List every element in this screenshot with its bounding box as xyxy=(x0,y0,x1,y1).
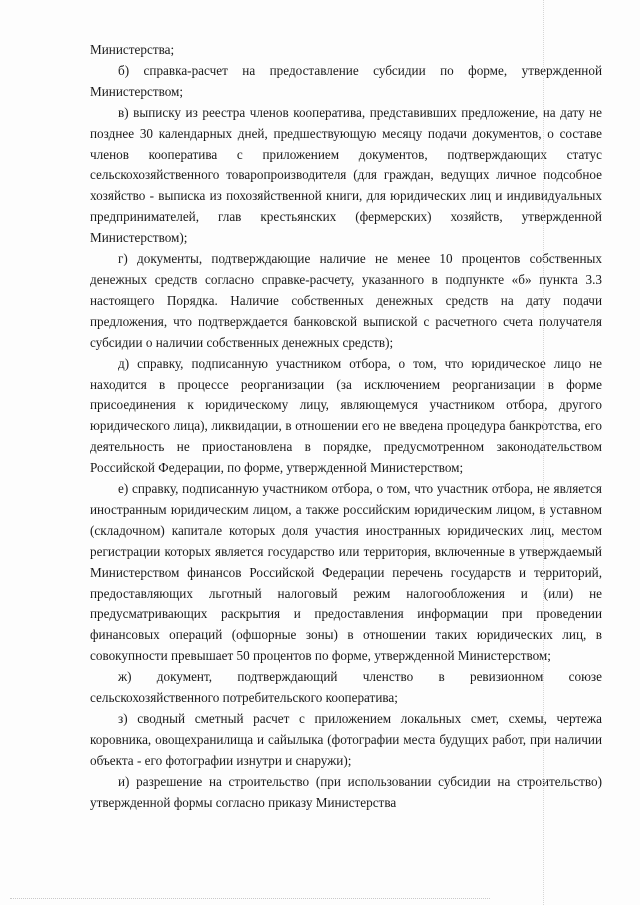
paragraph-v: в) выписку из реестра членов кооператива, представивших предложение, на дату не позднее 30 календарных дней, предшествующую месяцу подачи документов, о составе членов кооператива с приложением документов, подтверждающих статус сельскохозяйственного товаропроизводителя (для граждан, ведущих личное подсобное хозяйство - выписка из похозяйственной книги, для юридических лиц и индивидуальных предпринимателей, глав крестьянских (фермерских) хозяйств, утвержденной Министерством); xyxy=(90,104,602,246)
paragraph-b: б) справка-расчет на предоставление субсидии по форме, утвержденной Министерством; xyxy=(90,62,602,99)
document-body xyxy=(90,40,602,814)
scan-edge-line xyxy=(542,0,544,905)
paragraph-d: д) справку, подписанную участником отбора, о том, что юридическое лицо не находится в процессе реорганизации (за исключением реорганизации в форме присоединения к юридическому лицу, являющемуся участником отбора, другого юридического лица), ликвидации, в отношении его не введена процедура банкротства, его деятельность не приостановлена в порядке, предусмотренном законодательством Российской Федерации, по форме, утвержденной Министерством; xyxy=(90,355,602,476)
paragraph-continuation: Министерства; xyxy=(90,42,175,57)
paragraph-i: и) разрешение на строительство (при использовании субсидии на строительство) утвержденной формы согласно приказу Министерства xyxy=(90,773,602,810)
paragraph-e: е) справку, подписанную участником отбора, о том, что участник отбора, не является иностранным юридическим лицом, а также российским юридическим лицом, в уставном (складочном) капитале которых доля участия иностранных юридических лиц, местом регистрации которых является государство или территория, включенные в утверждаемый Министерством финансов Российской Федерации перечень государств и территорий, предоставляющих льготный налоговый режим налогообложения и (или) не предусматривающих раскрытия и предоставления информации при проведении финансовых операций (офшорные зоны) в отношении таких юридических лиц, в совокупности превышает 50 процентов по форме, утвержденной Министерством; xyxy=(90,481,602,664)
paragraph-zh: ж) документ, подтверждающий членство в ревизионном союзе сельскохозяйственного потребительского кооператива; xyxy=(90,669,602,706)
scan-bottom-line xyxy=(10,897,490,899)
paragraph-z: з) сводный сметный расчет с приложением локальных смет, схемы, чертежа коровника, овощехранилища и сайылыка (фотографии места будущих работ, при наличии объекта - его фотографии изнутри и снаружи); xyxy=(90,711,602,768)
paragraph-g: г) документы, подтверждающие наличие не менее 10 процентов собственных денежных средств согласно справке-расчету, указанного в подпункте «б» пункта 3.3 настоящего Порядка. Наличие собственных денежных средств на дату подачи предложения, что подтверждается банковской выпиской с расчетного счета получателя субсидии о наличии собственных денежных средств); xyxy=(90,251,602,350)
